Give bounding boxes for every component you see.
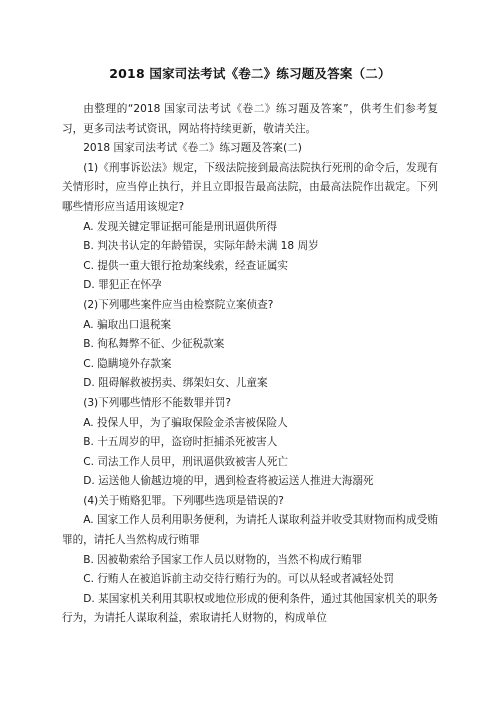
option-a: A. 投保人甲，为了骗取保险金杀害被保险人 (83, 416, 288, 429)
option-c: C. 隐瞒境外存款案 (83, 357, 172, 370)
question-stem: (1)《刑事诉讼法》规定，下级法院接到最高法院执行死刑的命令后，发现有关情形时，应当停止执行，并且立即报告最高法院，由最高法院作出裁定。下列哪些情形应当适用该规定? (62, 161, 438, 213)
option-b: B. 因被勒索给予国家工作人员以财物的，当然不构成行贿罪 (83, 553, 363, 566)
option-a: A. 国家工作人员利用职务便利，为请托人谋取利益并收受其财物而构成受贿罪的，请托人当然构成行贿罪 (62, 514, 438, 547)
option-a: A. 骗取出口退税案 (83, 318, 172, 331)
option-d: D. 某国家机关利用其职权或地位形成的便利条件，通过其他国家机关的职务行为，为请托人谋取利益，索取请托人财物的，构成单位 (62, 592, 438, 625)
option-b: B. 判决书认定的年龄错误，实际年龄未满 18 周岁 (83, 240, 319, 253)
option-c: C. 司法工作人员甲，刑讯逼供致被害人死亡 (83, 455, 289, 468)
question-stem: (2)下列哪些案件应当由检察院立案侦查? (83, 298, 274, 311)
option-c: C. 行贿人在被追诉前主动交待行贿行为的。可以从轻或者减轻处罚 (83, 573, 394, 586)
option-d: D. 罪犯正在怀孕 (83, 279, 162, 292)
option-a: A. 发现关键定罪证据可能是刑讯逼供所得 (83, 220, 278, 233)
question-1 (62, 159, 438, 296)
document-title: 2018 国家司法考试《卷二》练习题及答案（二） (109, 66, 391, 81)
option-d: D. 运送他人偷越边境的甲，遇到检查将被运送人推进大海溺死 (83, 475, 374, 488)
option-b: B. 徇私舞弊不征、少征税款案 (83, 338, 225, 351)
question-4 (62, 492, 438, 629)
question-stem: (3)下列哪些情形不能数罪并罚? (83, 396, 231, 409)
question-3 (62, 394, 438, 492)
option-b: B. 十五周岁的甲，盗窃时拒捕杀死被害人 (83, 436, 278, 449)
option-c: C. 提供一重大银行抢劫案线索，经查证属实 (83, 259, 289, 272)
question-stem: (4)关于贿赂犯罪。下列哪些选项是错误的? (83, 494, 284, 507)
section-subtitle: 2018 国家司法考试《卷二》练习题及答案(二) (83, 142, 302, 155)
option-d: D. 阻碍解救被拐卖、绑架妇女、儿童案 (83, 377, 268, 390)
intro-paragraph: 由整理的“2018 国家司法考试《卷二》练习题及答案”，供考生们参考复习，更多司法考试资讯，网站将持续更新，敬请关注。 (62, 103, 438, 135)
question-2 (62, 296, 438, 394)
